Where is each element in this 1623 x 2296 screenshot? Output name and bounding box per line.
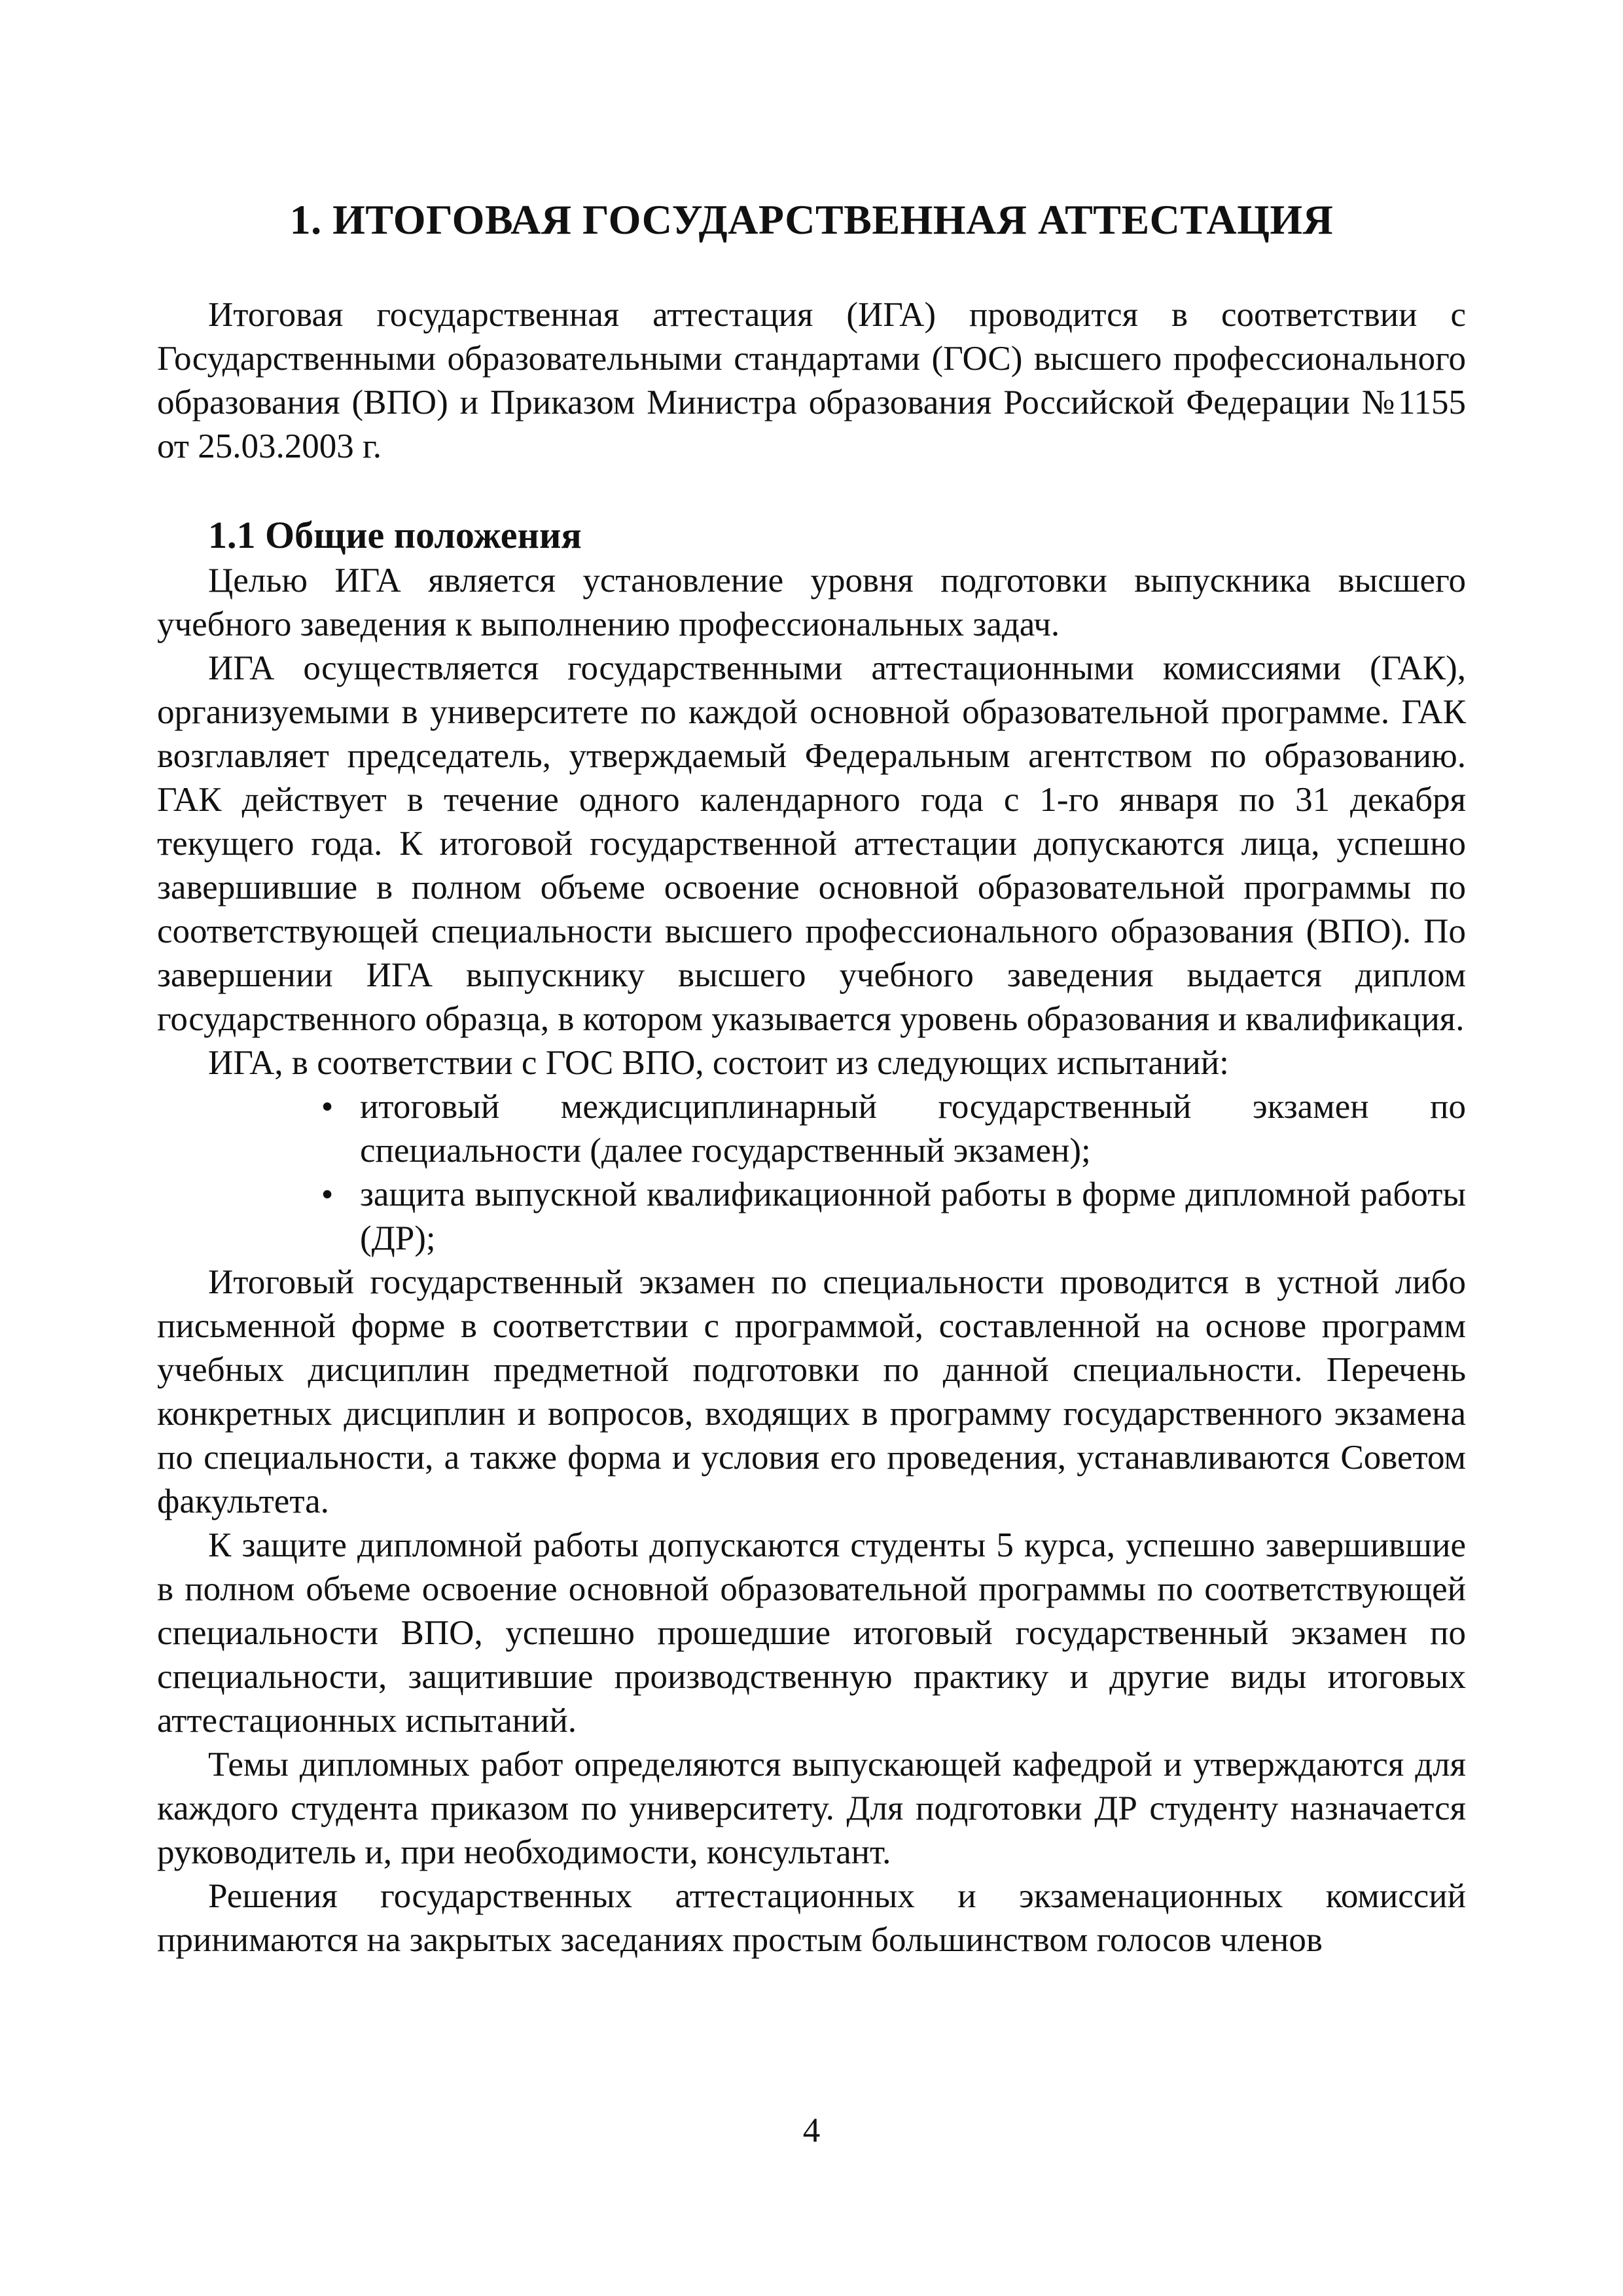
list-item [321,1085,1466,1173]
bullet-icon: • [321,1175,334,1213]
bullet-icon: • [321,1088,334,1126]
paragraph-topics: Темы дипломных работ определяются выпускающей кафедрой и утверждаются для каждого студента приказом по университету. Для подготовки ДР студенту назначается руководитель и, при необходимости, консультант. [157,1746,1466,1871]
paragraph-decisions: Решения государственных аттестационных и экзаменационных комиссий принимаются на закрытых заседаниях простым большинством голосов членов [157,1877,1466,1959]
list-item-text: итоговый междисциплинарный государственный экзамен по специальности (далее государственный экзамен); [360,1088,1466,1170]
page-number: 4 [802,2111,821,2149]
intro-paragraph: Итоговая государственная аттестация (ИГА) проводится в соответствии с Государственными образовательными стандартами (ГОС) высшего профессионального образования (ВПО) и Приказом Министра образования Российской Федерации №1155 от 25.03.2003 г. [157,296,1466,465]
tests-list [157,1085,1466,1261]
paragraph-commission: ИГА осуществляется государственными аттестационными комиссиями (ГАК), организуемыми в университете по каждой основной образовательной программе. ГАК возглавляет председатель, утверждаемый Федеральным агентством по образованию. ГАК действует в течение одного календарного года с 1-го января по 31 декабря текущего года. К итоговой государственной аттестации допускаются лица, успешно завершившие в полном объеме освоение основной образовательной программы по соответствующей специальности высшего профессионального образования (ВПО). По завершении ИГА выпускнику высшего учебного заведения выдается диплом государственного образца, в котором указывается уровень образования и квалификация. [157,649,1466,1038]
paragraph-tests-intro: ИГА, в соответствии с ГОС ВПО, состоит из следующих испытаний: [208,1044,1229,1082]
document-page [157,0,1466,2296]
paragraph-exam: Итоговый государственный экзамен по специальности проводится в устной либо письменной форме в соответствии с программой, составленной на основе программ учебных дисциплин предметной подготовки по данной специальности. Перечень конкретных дисциплин и вопросов, входящих в программу государственного экзамена по специальности, а также форма и условия его проведения, устанавливаются Советом факультета. [157,1263,1466,1520]
paragraph-goal: Целью ИГА является установление уровня подготовки выпускника высшего учебного заведения к выполнению профессиональных задач. [157,562,1466,643]
chapter-intro [157,293,1466,469]
section-general-provisions [157,512,1466,1962]
chapter-title: 1. ИТОГОВАЯ ГОСУДАРСТВЕННАЯ АТТЕСТАЦИЯ [289,196,1334,243]
list-item-text: защита выпускной квалификационной работы в форме дипломной работы (ДР); [360,1175,1466,1257]
section-title: 1.1 Общие положения [208,514,582,556]
list-item [321,1173,1466,1261]
paragraph-defense-admission: К защите дипломной работы допускаются студенты 5 курса, успешно завершившие в полном объеме освоение основной образовательной программы по соответствующей специальности ВПО, успешно прошедшие итоговый государственный экзамен по специальности, защитившие производственную практику и другие виды итоговых аттестационных испытаний. [157,1526,1466,1740]
